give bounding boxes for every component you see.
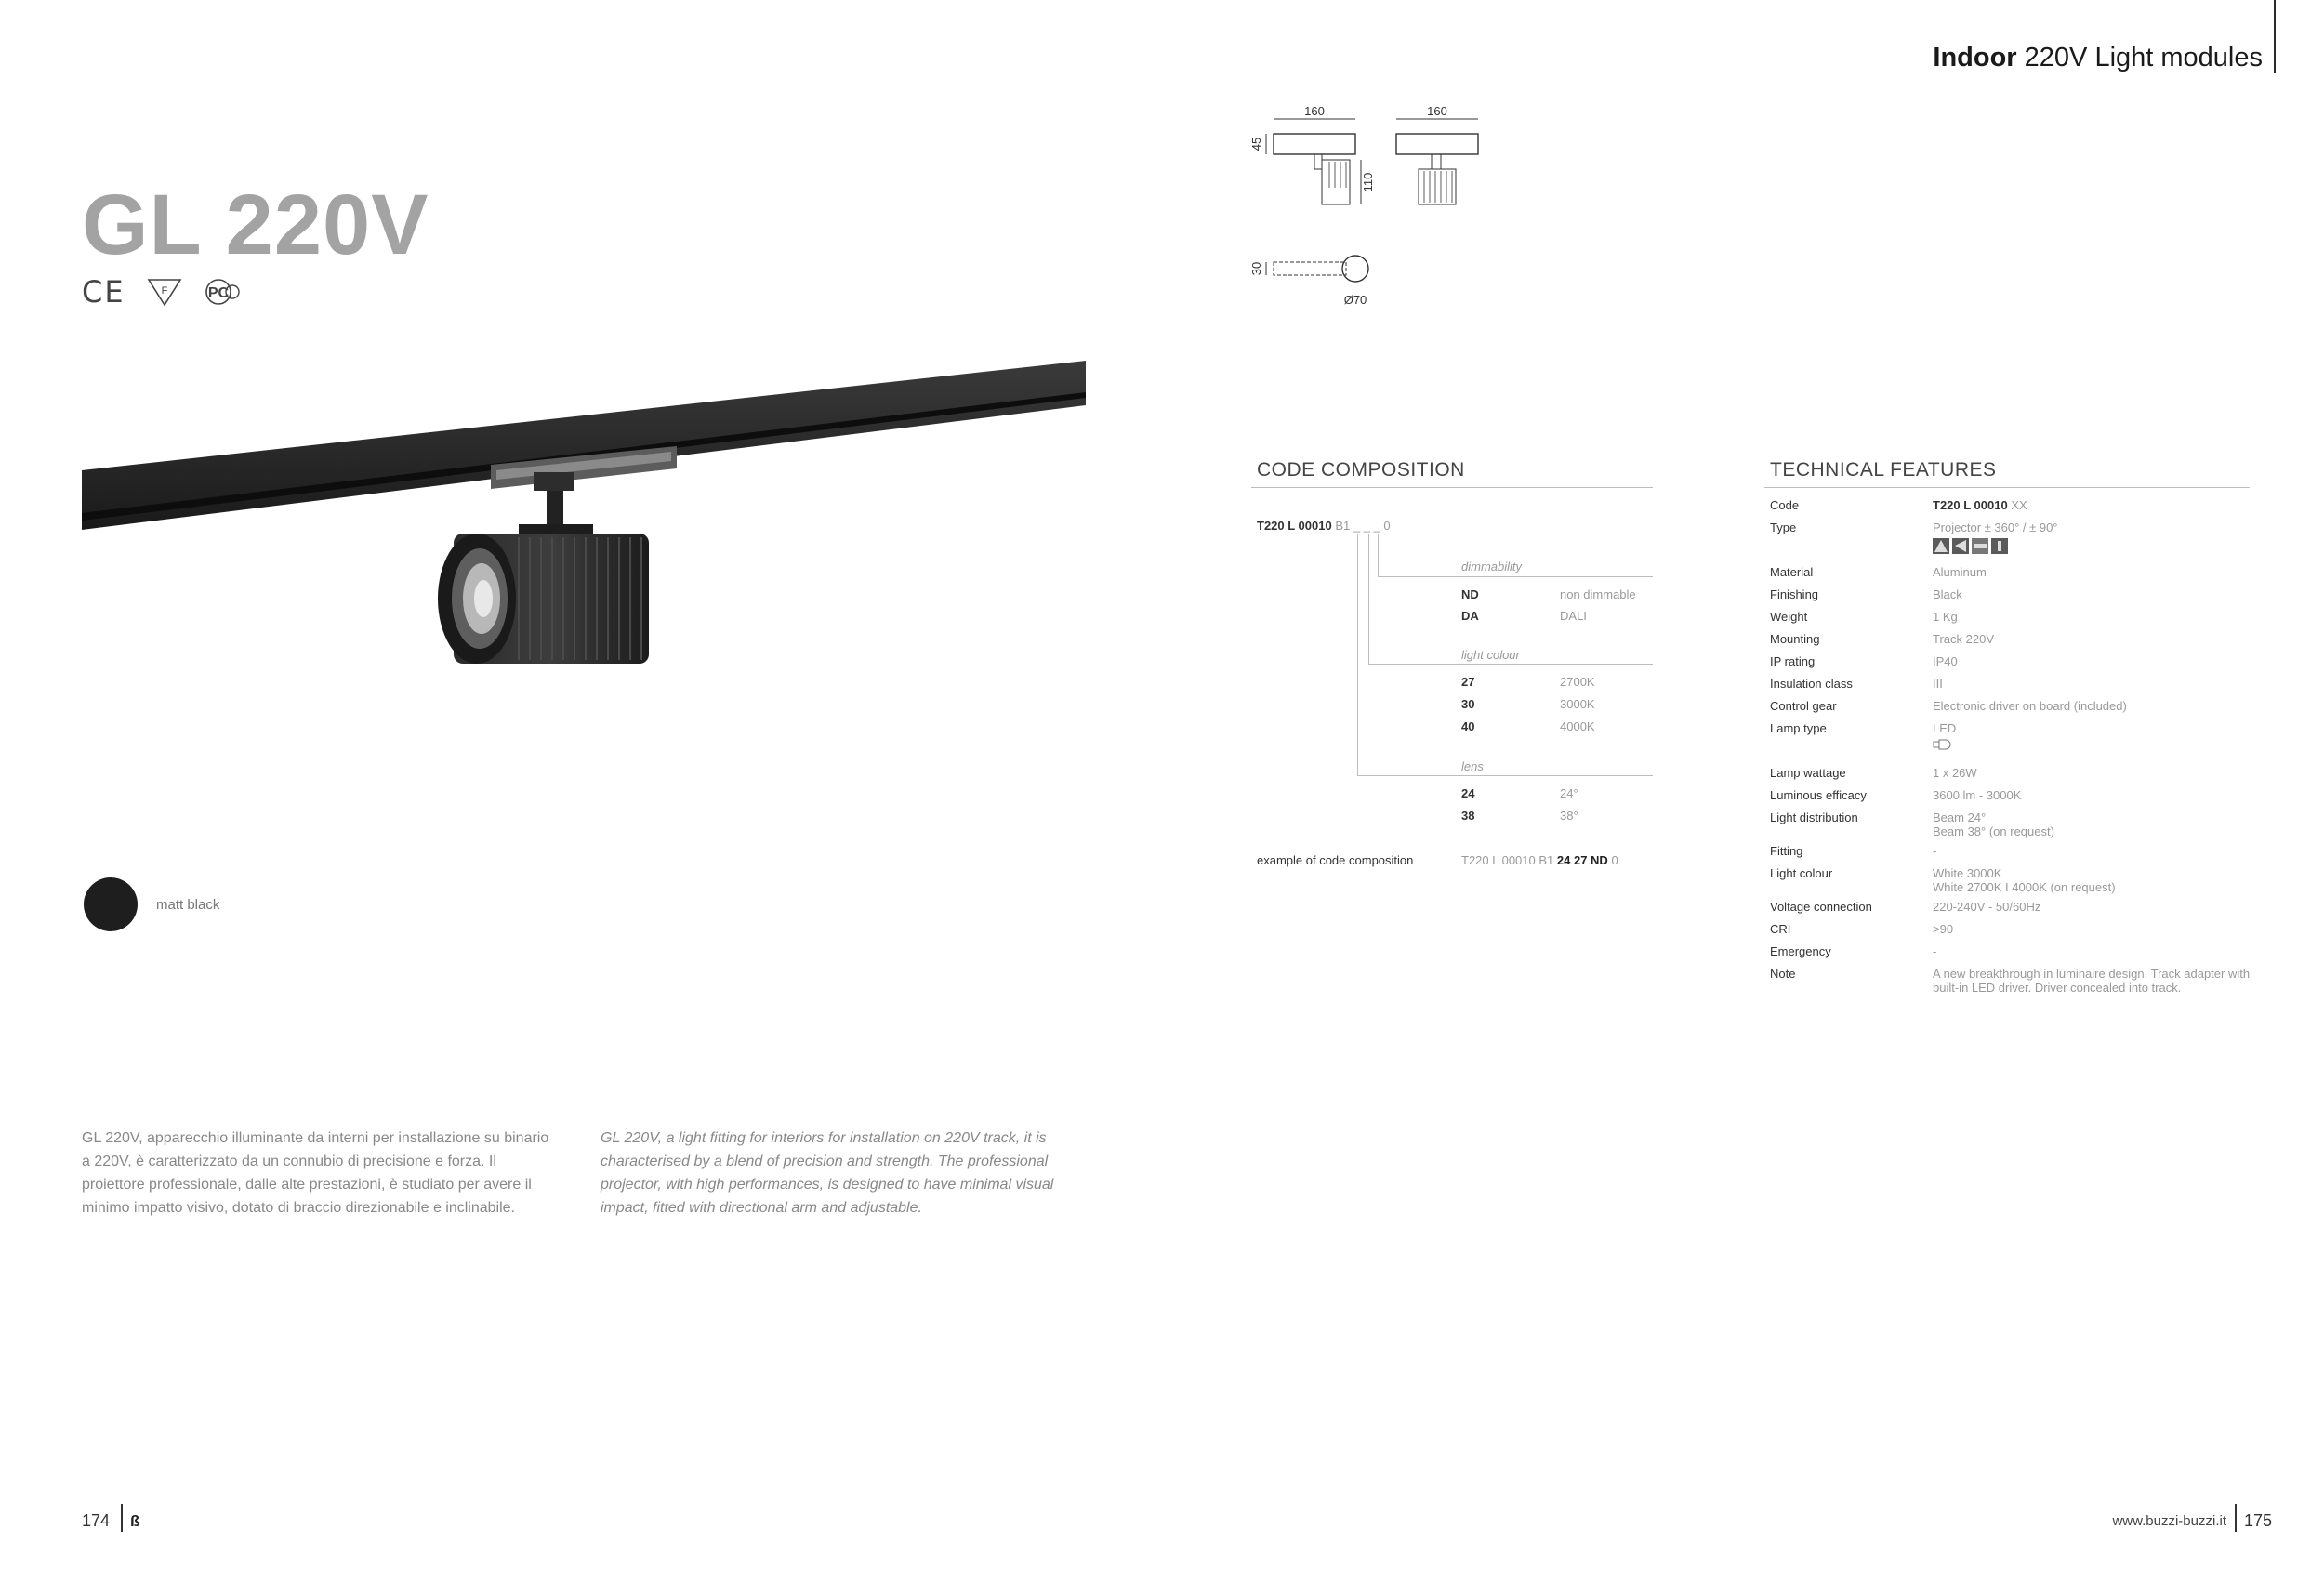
dimension-drawing (1246, 102, 1506, 325)
footer-divider-left (121, 1504, 123, 1532)
tf-value-colour: White 3000K White 2700K I 4000K (on request) (1933, 866, 2116, 894)
tf-label-colour: Light colour (1770, 866, 1833, 880)
technical-features-rule (1764, 487, 2250, 488)
header-divider (2274, 0, 2276, 73)
product-title: GL 220V (82, 178, 429, 272)
tf-value-wattage: 1 x 26W (1933, 766, 1977, 780)
section-header (1933, 43, 2263, 73)
tf-value-mounting: Track 220V (1933, 632, 1994, 646)
code-item: ND (1461, 587, 1479, 601)
tf-label-emergency: Emergency (1770, 944, 1831, 958)
connector-lens (1357, 534, 1358, 775)
example-code: T220 L 00010 B1 24 27 ND 0 (1461, 853, 1618, 867)
tf-value-gear: Electronic driver on board (included) (1933, 699, 2127, 713)
tf-value-cri: >90 (1933, 922, 1954, 936)
page-number-left: 174 (82, 1511, 111, 1530)
code-item-desc: 3000K (1560, 697, 1595, 711)
tf-label-ip: IP rating (1770, 654, 1816, 668)
code-template: T220 L 00010 B1 _ _ _ 0 (1257, 519, 1391, 533)
tf-label-gear: Control gear (1770, 699, 1837, 713)
code-item: 24 (1461, 786, 1475, 800)
tf-value-code: T220 L 00010 XX (1933, 498, 2027, 512)
brand-logo-icon: ß (130, 1512, 140, 1530)
tf-label-fitting: Fitting (1770, 844, 1803, 858)
rotation-icon (1991, 538, 2008, 554)
tf-value-material: Aluminum (1933, 565, 1987, 579)
group-label-lens: lens (1461, 759, 1484, 773)
track-icon (1972, 538, 1988, 554)
dim-width-b: 160 (1427, 104, 1447, 118)
technical-features-title: TECHNICAL FEATURES (1770, 459, 1997, 481)
product-photo (82, 361, 1086, 714)
code-item: DA (1461, 609, 1479, 623)
code-item-desc: 24° (1560, 786, 1578, 800)
tf-value-type: Projector ± 360° / ± 90° (1933, 521, 2058, 554)
connector-light-colour (1368, 534, 1369, 664)
tf-label-distribution: Light distribution (1770, 811, 1858, 824)
section-header-rest: 220V Light modules (2024, 43, 2263, 73)
dim-width-a: 160 (1304, 104, 1325, 118)
tf-label-mounting: Mounting (1770, 632, 1820, 646)
tf-label-cri: CRI (1770, 922, 1791, 936)
connector-dimmability (1378, 534, 1379, 576)
ce-mark-icon: CE (82, 274, 125, 310)
tf-value-insulation: III (1933, 677, 1943, 691)
tf-label-material: Material (1770, 565, 1814, 579)
footer-divider-right (2235, 1504, 2237, 1532)
svg-text:F: F (161, 285, 167, 297)
page-number-right: 175 (2244, 1511, 2273, 1530)
finish-label: matt black (156, 897, 220, 913)
code-item-desc: DALI (1560, 609, 1587, 623)
tf-value-distribution: Beam 24° Beam 38° (on request) (1933, 811, 2054, 838)
code-composition-rule (1251, 487, 1653, 488)
tf-value-lamp-type: LED (1933, 721, 1956, 754)
tf-label-code: Code (1770, 498, 1800, 512)
tf-label-wattage: Lamp wattage (1770, 766, 1846, 780)
dim-height-b: 110 (1361, 172, 1375, 192)
svg-text:PC: PC (207, 285, 229, 301)
certification-row (82, 275, 243, 309)
code-item: 30 (1461, 697, 1475, 711)
led-icon (1933, 738, 1953, 751)
tf-label-finishing: Finishing (1770, 587, 1819, 601)
tf-value-emergency: - (1933, 944, 1937, 958)
code-composition-title: CODE COMPOSITION (1257, 459, 1465, 481)
tf-value-fitting: - (1933, 844, 1937, 858)
dim-depth: 30 (1249, 261, 1263, 276)
tf-label-weight: Weight (1770, 610, 1808, 624)
tf-value-weight: 1 Kg (1933, 610, 1958, 624)
dim-height-a: 45 (1249, 137, 1263, 152)
code-item-desc: 2700K (1560, 675, 1595, 689)
website-link[interactable]: www.buzzi-buzzi.it (2112, 1513, 2226, 1529)
code-item-desc: 38° (1560, 809, 1578, 823)
tf-label-voltage: Voltage connection (1770, 900, 1872, 914)
tf-value-note: A new breakthrough in luminaire design. Track adapter with built-in LED driver. Driver concealed into track. (1933, 967, 2251, 995)
projector-icon (1933, 538, 1949, 554)
group-label-light-colour: light colour (1461, 648, 1520, 662)
tf-label-insulation: Insulation class (1770, 677, 1853, 691)
tf-label-type: Type (1770, 521, 1797, 534)
tf-value-finishing: Black (1933, 587, 1962, 601)
pct-mark-icon (204, 275, 243, 309)
group-label-dimmability: dimmability (1461, 560, 1523, 573)
dim-diameter: Ø70 (1343, 293, 1367, 307)
finish-swatch (84, 877, 138, 931)
type-icons (1933, 538, 2058, 554)
description-italian: GL 220V, apparecchio illuminante da interni per installazione su binario a 220V, è caratterizzato da un connubio di precisione e forza. Il proiettore professionale, dalle alte prestazioni, è studiato per avere il minimo impatto visivo, dotato di braccio direzionabile e inclinabile. (82, 1130, 549, 1216)
example-label: example of code composition (1257, 853, 1414, 867)
tf-label-efficacy: Luminous efficacy (1770, 788, 1867, 802)
tf-value-voltage: 220-240V - 50/60Hz (1933, 900, 2041, 914)
description-english: GL 220V, a light fitting for interiors for installation on 220V track, it is characterised by a blend of precision and strength. The professional projector, with high performances, is designed to have minimal visual impact, fitted with directional arm and adjustable. (601, 1130, 1054, 1216)
code-item-desc: 4000K (1560, 719, 1595, 733)
code-item: 27 (1461, 675, 1475, 689)
tf-value-efficacy: 3600 lm - 3000K (1933, 788, 2022, 802)
code-item-desc: non dimmable (1560, 587, 1636, 601)
tf-label-lamp-type: Lamp type (1770, 721, 1827, 735)
f-triangle-icon (146, 275, 183, 309)
code-item: 40 (1461, 719, 1475, 733)
tf-value-ip: IP40 (1933, 654, 1958, 668)
beam-icon (1952, 538, 1969, 554)
section-header-bold: Indoor (1933, 43, 2017, 73)
tf-label-note: Note (1770, 967, 1796, 981)
code-item: 38 (1461, 809, 1475, 823)
